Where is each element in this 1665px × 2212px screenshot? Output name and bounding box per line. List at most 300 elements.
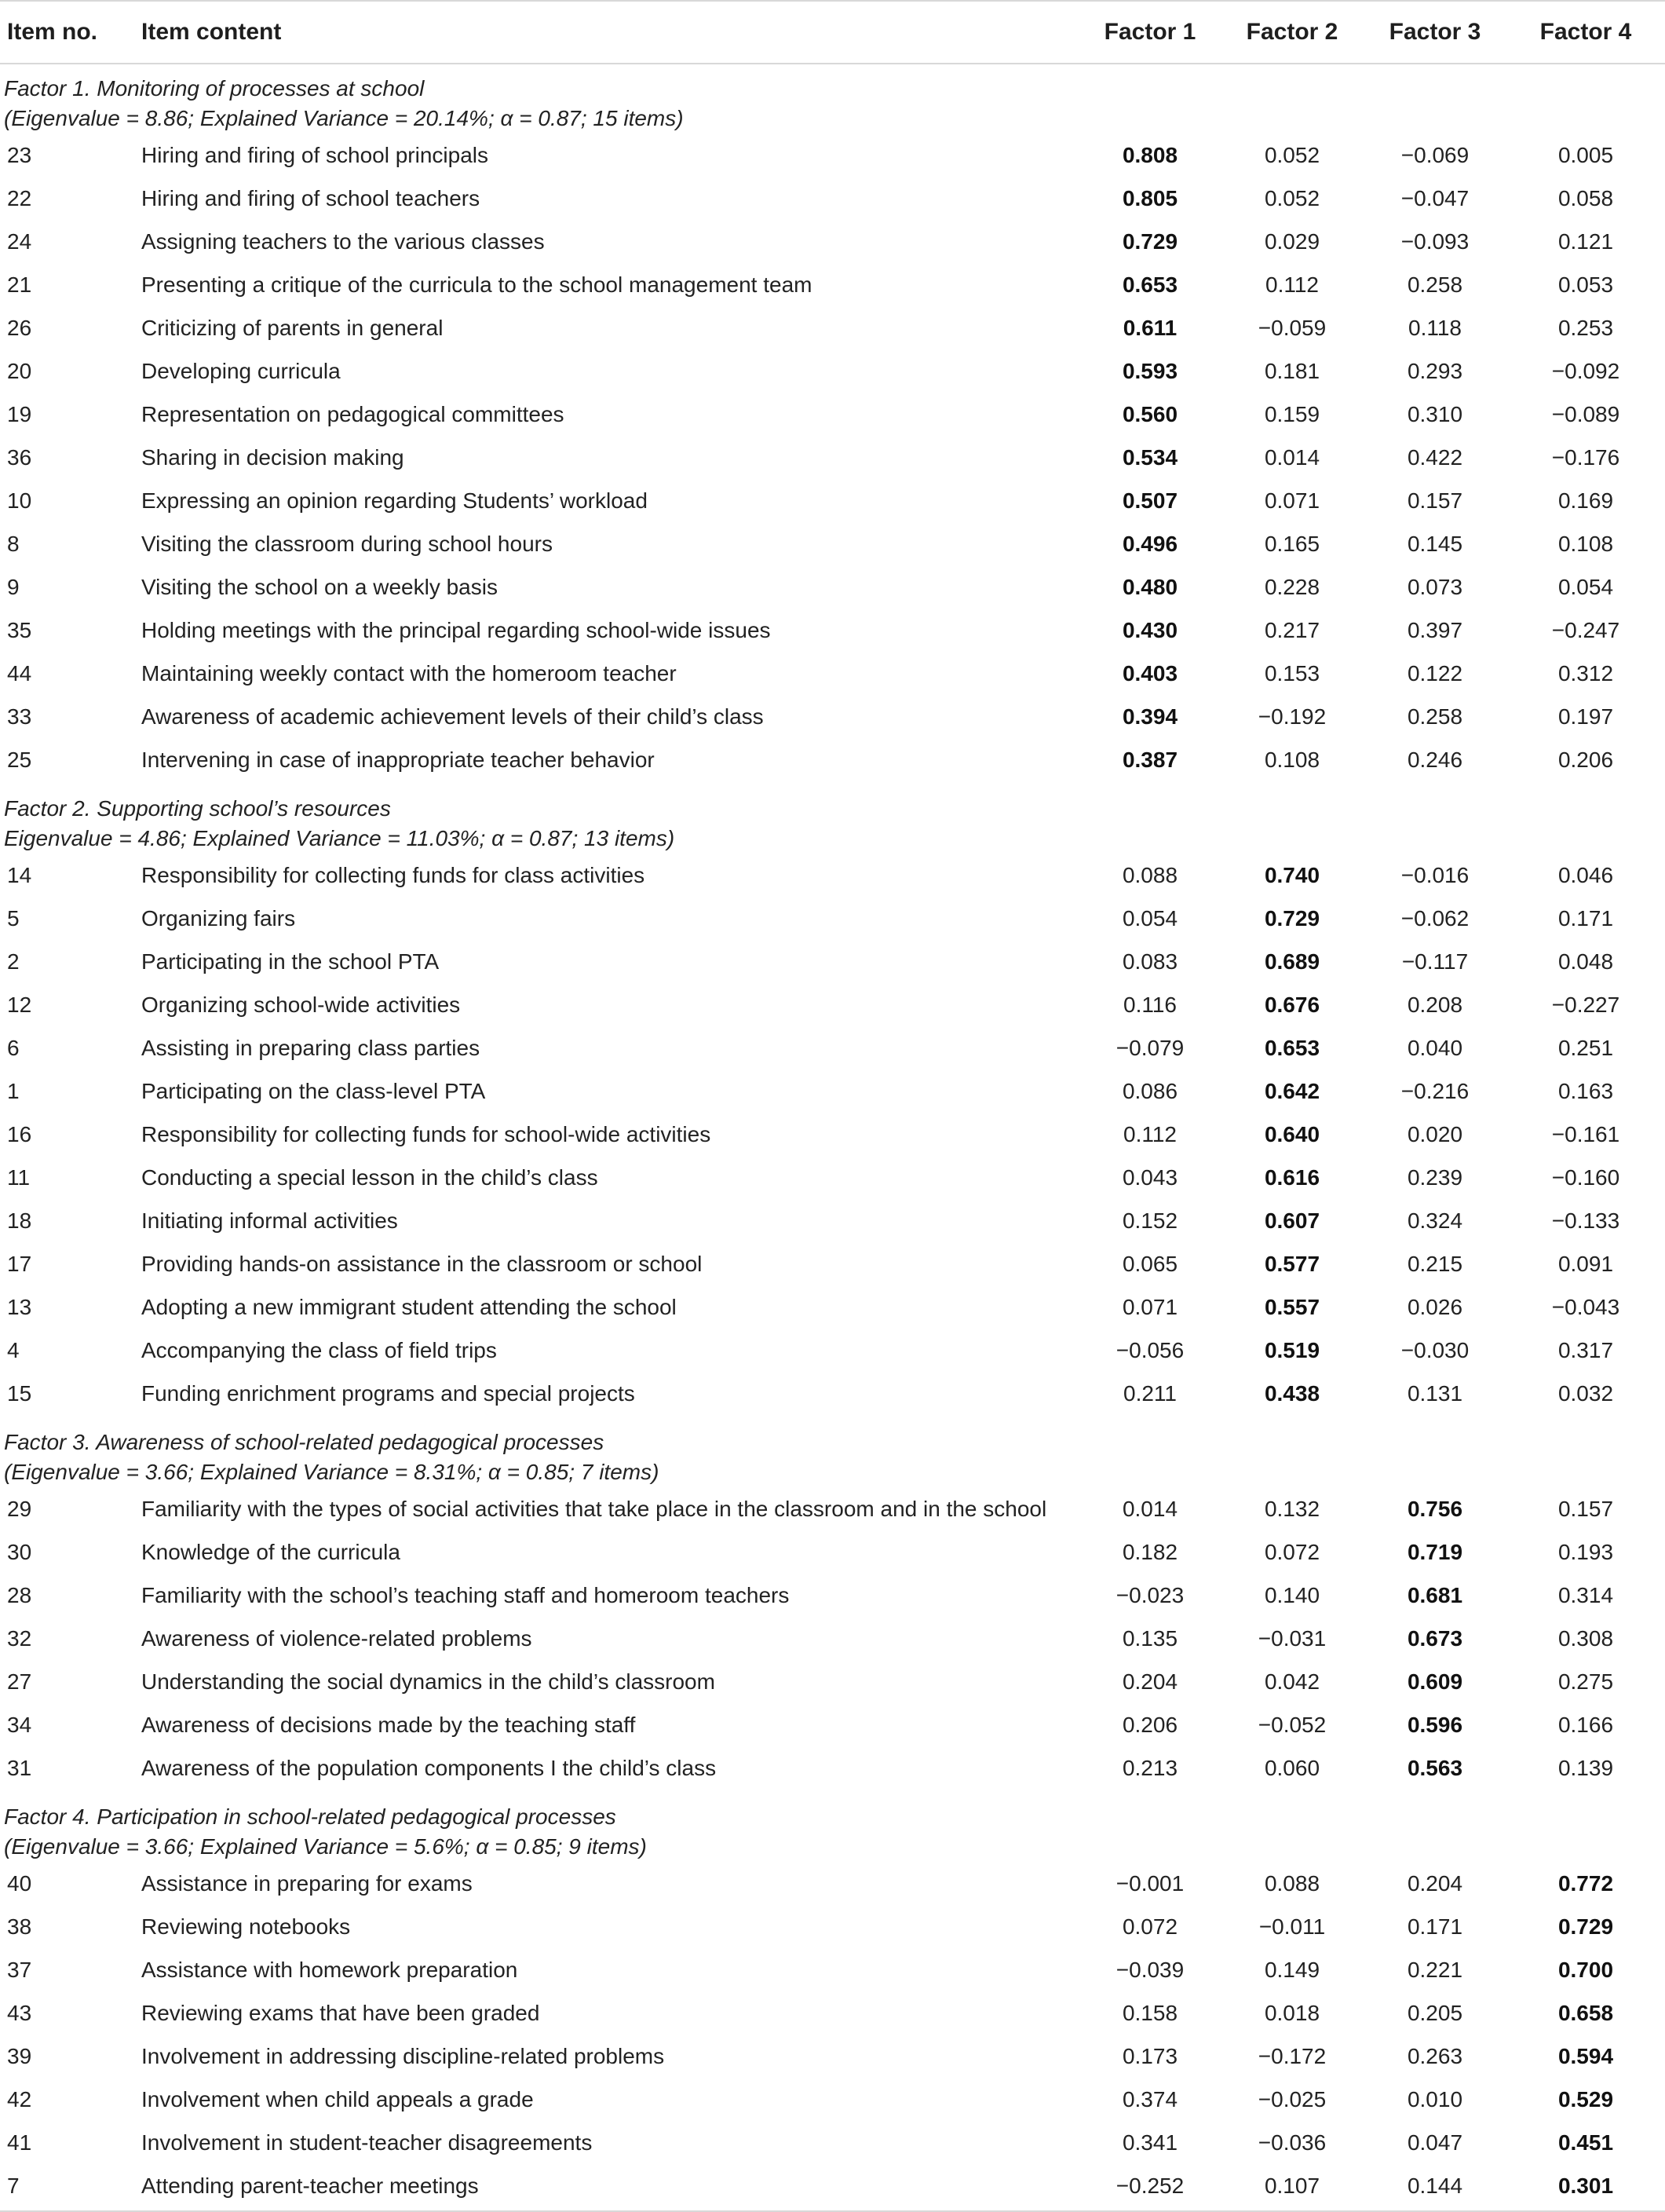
item-content-cell: Awareness of the population components I the child’s class: [141, 1756, 717, 1780]
factor-1-loading-cell: 0.083: [1122, 949, 1178, 974]
factor-2-loading-cell: 0.607: [1264, 1208, 1320, 1233]
factor-2-loading-cell: −0.052: [1258, 1713, 1327, 1737]
table-row: [0, 986, 1665, 1029]
item-content-cell: Awareness of violence-related problems: [141, 1626, 532, 1651]
item-number-cell: 35: [7, 618, 32, 642]
factor-1-loading-cell: 0.507: [1122, 488, 1178, 513]
factor-3-loading-cell: 0.131: [1407, 1381, 1463, 1406]
table-row: [0, 1073, 1665, 1116]
factor-2-loading-cell: 0.228: [1264, 575, 1320, 599]
factor-4-loading-cell: 0.251: [1557, 1036, 1614, 1060]
item-number-cell: 29: [7, 1497, 32, 1521]
item-content-cell: Familiarity with the school’s teaching staff and homeroom teachers: [141, 1583, 790, 1607]
table-row: [0, 180, 1665, 223]
factor-3-loading-cell: 0.719: [1407, 1540, 1463, 1564]
factor-1-loading-cell: 0.071: [1122, 1295, 1178, 1319]
factor-2-loading-cell: 0.740: [1264, 863, 1320, 887]
factor-4-loading-cell: 0.253: [1557, 316, 1614, 340]
item-content-cell: Developing curricula: [141, 359, 341, 383]
item-content-cell: Organizing fairs: [141, 906, 296, 931]
item-number-cell: 41: [7, 2130, 32, 2155]
item-content-cell: Involvement in addressing discipline-related problems: [141, 2044, 665, 2068]
factor-1-loading-cell: 0.341: [1122, 2130, 1178, 2155]
section-stats: (Eigenvalue = 3.66; Explained Variance = 5.6%; α = 0.85; 9 items): [4, 1834, 647, 1859]
factor-3-loading-cell: −0.047: [1400, 186, 1470, 210]
factor-3-loading-cell: 0.397: [1407, 618, 1463, 642]
factor-4-loading-cell: 0.197: [1557, 704, 1614, 729]
factor-2-loading-cell: 0.042: [1264, 1669, 1320, 1694]
item-content-cell: Conducting a special lesson in the child’s class: [141, 1165, 598, 1190]
item-number-cell: 36: [7, 445, 32, 470]
factor-3-loading-cell: 0.293: [1407, 359, 1463, 383]
item-number-cell: 12: [7, 993, 32, 1017]
table-row: [0, 2124, 1665, 2167]
item-content-cell: Knowledge of the curricula: [141, 1540, 400, 1564]
factor-1-loading-cell: 0.135: [1122, 1626, 1178, 1651]
factor-3-loading-cell: −0.062: [1400, 906, 1470, 931]
section-heading-cell: [0, 64, 1665, 137]
factor-3-loading-cell: 0.215: [1407, 1252, 1463, 1276]
factor-1-loading-cell: 0.112: [1123, 1122, 1177, 1146]
factor-4-loading-cell: 0.312: [1557, 661, 1614, 686]
factor-2-loading-cell: −0.192: [1258, 704, 1327, 729]
table-row: [0, 439, 1665, 482]
factor-4-loading-cell: 0.308: [1557, 1626, 1614, 1651]
table-row: [0, 396, 1665, 439]
factor-3-loading-cell: 0.026: [1407, 1295, 1463, 1319]
item-number-cell: 37: [7, 1958, 32, 1982]
factor-2-loading-cell: 0.616: [1264, 1165, 1320, 1190]
item-content-cell: Hiring and firing of school teachers: [141, 186, 480, 210]
item-number-cell: 39: [7, 2044, 32, 2068]
factor-2-loading-cell: 0.159: [1264, 402, 1320, 426]
item-content-cell: Responsibility for collecting funds for class activities: [141, 863, 645, 887]
factor-2-loading-cell: 0.088: [1264, 1871, 1320, 1896]
item-content-cell: Criticizing of parents in general: [141, 316, 444, 340]
factor-2-loading-cell: 0.729: [1264, 906, 1320, 931]
item-content-cell: Accompanying the class of field trips: [141, 1338, 497, 1362]
item-number-cell: 18: [7, 1208, 32, 1233]
table-row: [0, 1202, 1665, 1245]
item-number-cell: 9: [7, 575, 20, 599]
item-content-cell: Reviewing notebooks: [141, 1914, 351, 1939]
factor-1-loading-cell: 0.480: [1122, 575, 1178, 599]
item-content-cell: Initiating informal activities: [141, 1208, 398, 1233]
table-row: [0, 309, 1665, 353]
factor-1-loading-cell: 0.182: [1122, 1540, 1178, 1564]
factor-4-loading-cell: 0.658: [1557, 2001, 1614, 2025]
factor-2-loading-cell: 0.640: [1264, 1122, 1320, 1146]
table-row: [0, 1865, 1665, 1908]
item-content-cell: Understanding the social dynamics in the child’s classroom: [141, 1669, 715, 1694]
item-number-cell: 14: [7, 863, 32, 887]
factor-2-loading-cell: 0.519: [1264, 1338, 1320, 1362]
table-row: [0, 1577, 1665, 1620]
table-row: [0, 900, 1665, 943]
factor-4-loading-cell: −0.092: [1551, 359, 1620, 383]
table-row: [0, 482, 1665, 525]
item-number-cell: 28: [7, 1583, 32, 1607]
item-content-cell: Involvement in student-teacher disagreements: [141, 2130, 593, 2155]
table-row: [0, 2167, 1665, 2211]
factor-2-loading-cell: 0.149: [1264, 1958, 1320, 1982]
table-row: [0, 1159, 1665, 1202]
factor-3-loading-cell: −0.093: [1400, 229, 1470, 254]
section-stats: (Eigenvalue = 3.66; Explained Variance = 8.31%; α = 0.85; 7 items): [4, 1460, 659, 1484]
factor-4-loading-cell: 0.193: [1557, 1540, 1614, 1564]
table-row: [0, 1029, 1665, 1073]
factor-1-loading-cell: 0.211: [1123, 1381, 1177, 1406]
factor-4-loading-cell: 0.594: [1557, 2044, 1614, 2068]
factor-1-loading-cell: 0.043: [1122, 1165, 1178, 1190]
item-number-cell: 13: [7, 1295, 32, 1319]
factor-1-loading-cell: −0.079: [1115, 1036, 1185, 1060]
item-number-cell: 15: [7, 1381, 32, 1406]
table-row: [0, 1116, 1665, 1159]
factor-2-loading-cell: 0.653: [1264, 1036, 1320, 1060]
factor-3-loading-cell: 0.047: [1407, 2130, 1463, 2155]
factor-3-loading-cell: 0.310: [1407, 402, 1463, 426]
factor-3-loading-cell: 0.118: [1408, 316, 1462, 340]
section-title: Factor 3. Awareness of school-related pedagogical processes: [4, 1430, 604, 1454]
item-content-cell: Participating on the class-level PTA: [141, 1079, 486, 1103]
factor-4-loading-cell: 0.529: [1557, 2087, 1614, 2111]
factor-section-header: [0, 784, 1665, 857]
item-number-cell: 21: [7, 272, 32, 297]
factor-2-loading-cell: 0.052: [1264, 186, 1320, 210]
item-content-cell: Expressing an opinion regarding Students’ workload: [141, 488, 648, 513]
item-number-cell: 31: [7, 1756, 32, 1780]
item-number-cell: 19: [7, 402, 32, 426]
table-row: [0, 1994, 1665, 2038]
item-number-cell: 8: [7, 532, 20, 556]
table-row: [0, 137, 1665, 180]
table-row: [0, 741, 1665, 784]
table-row: [0, 2038, 1665, 2081]
item-content-cell: Hiring and firing of school principals: [141, 143, 488, 167]
item-number-cell: 32: [7, 1626, 32, 1651]
factor-3-loading-cell: 0.040: [1407, 1036, 1463, 1060]
factor-3-loading-cell: 0.020: [1407, 1122, 1463, 1146]
factor-4-loading-cell: 0.275: [1557, 1669, 1614, 1694]
item-number-cell: 6: [7, 1036, 20, 1060]
table-row: [0, 1490, 1665, 1534]
factor-1-loading-cell: 0.152: [1122, 1208, 1178, 1233]
factor-1-loading-cell: 0.054: [1122, 906, 1178, 931]
factor-2-loading-cell: 0.071: [1264, 488, 1320, 513]
header-item-no: Item no.: [7, 19, 98, 45]
factor-1-loading-cell: −0.023: [1115, 1583, 1185, 1607]
header-factor-3: Factor 3: [1389, 19, 1481, 45]
factor-3-loading-cell: 0.171: [1407, 1914, 1463, 1939]
table-row: [0, 1908, 1665, 1951]
factor-2-loading-cell: 0.108: [1264, 748, 1320, 772]
table-row: [0, 1245, 1665, 1289]
table-row: [0, 1620, 1665, 1663]
item-number-cell: 27: [7, 1669, 32, 1694]
table-row: [0, 1663, 1665, 1706]
factor-3-loading-cell: −0.117: [1401, 949, 1469, 974]
table-body: [0, 64, 1665, 2211]
table-row: [0, 1332, 1665, 1375]
header-factor-4: Factor 4: [1539, 19, 1632, 45]
item-content-cell: Visiting the classroom during school hours: [141, 532, 553, 556]
factor-2-loading-cell: −0.031: [1258, 1626, 1327, 1651]
factor-4-loading-cell: 0.108: [1557, 532, 1614, 556]
item-number-cell: 4: [7, 1338, 20, 1362]
factor-4-loading-cell: −0.176: [1551, 445, 1620, 470]
item-content-cell: Visiting the school on a weekly basis: [141, 575, 498, 599]
factor-3-loading-cell: 0.122: [1407, 661, 1463, 686]
factor-3-loading-cell: 0.422: [1407, 445, 1463, 470]
factor-2-loading-cell: 0.018: [1264, 2001, 1320, 2025]
item-content-cell: Attending parent-teacher meetings: [141, 2167, 1079, 2211]
factor-3-loading-cell: 0.239: [1407, 1165, 1463, 1190]
factor-2-loading-cell: 0.132: [1264, 1497, 1320, 1521]
factor-1-loading-cell: −0.252: [1079, 2167, 1221, 2211]
item-number-cell: 5: [7, 906, 20, 931]
header-factor-1: Factor 1: [1104, 19, 1196, 45]
factor-1-loading-cell: 0.204: [1122, 1669, 1178, 1694]
factor-4-loading-cell: 0.772: [1557, 1871, 1614, 1896]
item-number-cell: 11: [7, 1165, 31, 1190]
factor-4-loading-cell: 0.314: [1557, 1583, 1614, 1607]
factor-3-loading-cell: 0.010: [1407, 2087, 1463, 2111]
factor-4-loading-cell: 0.169: [1557, 488, 1614, 513]
table-row: [0, 1375, 1665, 1418]
item-number-cell: 44: [7, 661, 32, 686]
table-row: [0, 353, 1665, 396]
factor-1-loading-cell: 0.808: [1122, 143, 1178, 167]
factor-3-loading-cell: 0.609: [1407, 1669, 1463, 1694]
item-number-cell: 43: [7, 2001, 32, 2025]
factor-3-loading-cell: 0.144: [1364, 2167, 1506, 2211]
item-content-cell: Providing hands-on assistance in the classroom or school: [141, 1252, 703, 1276]
item-content-cell: Sharing in decision making: [141, 445, 404, 470]
factor-3-loading-cell: 0.681: [1407, 1583, 1463, 1607]
section-title: Factor 1. Monitoring of processes at school: [4, 76, 425, 101]
item-content-cell: Maintaining weekly contact with the homeroom teacher: [141, 661, 677, 686]
item-number-cell: 26: [7, 316, 32, 340]
factor-4-loading-cell: −0.133: [1551, 1208, 1620, 1233]
factor-2-loading-cell: 0.052: [1264, 143, 1320, 167]
factor-4-loading-cell: 0.053: [1557, 272, 1614, 297]
item-content-cell: Reviewing exams that have been graded: [141, 2001, 540, 2025]
table-row: [0, 1289, 1665, 1332]
factor-4-loading-cell: 0.139: [1557, 1756, 1614, 1780]
factor-2-loading-cell: 0.165: [1264, 532, 1320, 556]
factor-4-loading-cell: 0.163: [1557, 1079, 1614, 1103]
item-content-cell: Awareness of decisions made by the teaching staff: [141, 1713, 636, 1737]
factor-1-loading-cell: 0.560: [1122, 402, 1178, 426]
factor-4-loading-cell: 0.700: [1557, 1958, 1614, 1982]
factor-4-loading-cell: 0.171: [1557, 906, 1614, 931]
table-row: [0, 2081, 1665, 2124]
factor-4-loading-cell: 0.054: [1557, 575, 1614, 599]
factor-3-loading-cell: 0.204: [1407, 1871, 1463, 1896]
factor-1-loading-cell: −0.001: [1115, 1871, 1185, 1896]
item-number-cell: 42: [7, 2087, 32, 2111]
table-row: [0, 569, 1665, 612]
factor-2-loading-cell: −0.172: [1258, 2044, 1327, 2068]
factor-1-loading-cell: 0.805: [1122, 186, 1178, 210]
factor-4-loading-cell: −0.043: [1551, 1295, 1620, 1319]
factor-4-loading-cell: 0.005: [1557, 143, 1614, 167]
factor-2-loading-cell: 0.014: [1264, 445, 1320, 470]
factor-4-loading-cell: 0.048: [1557, 949, 1614, 974]
header-item-content: Item content: [141, 19, 282, 45]
table-row: [0, 1706, 1665, 1749]
factor-4-loading-cell: −0.227: [1551, 993, 1620, 1017]
section-title: Factor 2. Supporting school’s resources: [4, 796, 391, 821]
factor-4-loading-cell: −0.089: [1551, 402, 1620, 426]
table-row: [0, 1951, 1665, 1994]
factor-3-loading-cell: 0.563: [1407, 1756, 1463, 1780]
factor-3-loading-cell: −0.216: [1400, 1079, 1470, 1103]
item-number-cell: 33: [7, 704, 32, 729]
factor-1-loading-cell: 0.729: [1122, 229, 1178, 254]
item-content-cell: Adopting a new immigrant student attending the school: [141, 1295, 677, 1319]
factor-1-loading-cell: 0.158: [1122, 2001, 1178, 2025]
item-number-cell: 17: [7, 1252, 32, 1276]
factor-4-loading-cell: 0.091: [1557, 1252, 1614, 1276]
factor-1-loading-cell: 0.374: [1122, 2087, 1178, 2111]
item-content-cell: Familiarity with the types of social activities that take place in the classroom and in the school: [141, 1497, 1047, 1521]
item-content-cell: Assistance in preparing for exams: [141, 1871, 473, 1896]
factor-3-loading-cell: 0.263: [1407, 2044, 1463, 2068]
factor-3-loading-cell: 0.073: [1407, 575, 1463, 599]
factor-2-loading-cell: 0.140: [1264, 1583, 1320, 1607]
factor-1-loading-cell: 0.173: [1122, 2044, 1178, 2068]
factor-1-loading-cell: 0.213: [1122, 1756, 1178, 1780]
factor-2-loading-cell: −0.025: [1258, 2087, 1327, 2111]
section-heading-cell: [0, 784, 1665, 857]
factor-2-loading-cell: 0.107: [1221, 2167, 1364, 2211]
factor-2-loading-cell: 0.676: [1264, 993, 1320, 1017]
factor-1-loading-cell: 0.534: [1122, 445, 1178, 470]
table-header: [0, 1, 1665, 64]
factor-1-loading-cell: 0.014: [1122, 1497, 1178, 1521]
item-content-cell: Awareness of academic achievement levels of their child’s class: [141, 704, 764, 729]
table-row: [0, 612, 1665, 655]
item-number-cell: 25: [7, 748, 32, 772]
factor-1-loading-cell: 0.394: [1122, 704, 1178, 729]
factor-1-loading-cell: 0.611: [1123, 316, 1178, 340]
item-content-cell: Representation on pedagogical committees: [141, 402, 564, 426]
factor-3-loading-cell: 0.221: [1407, 1958, 1463, 1982]
factor-1-loading-cell: 0.086: [1122, 1079, 1178, 1103]
table-row: [0, 525, 1665, 569]
factor-2-loading-cell: 0.689: [1264, 949, 1320, 974]
factor-1-loading-cell: −0.039: [1115, 1958, 1185, 1982]
item-content-cell: Assigning teachers to the various classes: [141, 229, 545, 254]
factor-3-loading-cell: 0.673: [1407, 1626, 1463, 1651]
item-number-cell: 22: [7, 186, 32, 210]
section-heading-cell: [0, 1793, 1665, 1865]
factor-4-loading-cell: 0.301: [1506, 2167, 1665, 2211]
factor-1-loading-cell: 0.116: [1123, 993, 1177, 1017]
table-row: [0, 857, 1665, 900]
factor-2-loading-cell: −0.011: [1258, 1914, 1326, 1939]
item-number-cell: 24: [7, 229, 32, 254]
item-number-cell: 20: [7, 359, 32, 383]
factor-1-loading-cell: −0.056: [1115, 1338, 1185, 1362]
table-row: [0, 1749, 1665, 1793]
item-content-cell: Assistance with homework preparation: [141, 1958, 518, 1982]
factor-2-loading-cell: 0.181: [1264, 359, 1320, 383]
table-row: [0, 655, 1665, 698]
factor-1-loading-cell: 0.088: [1122, 863, 1178, 887]
item-number-cell: 34: [7, 1713, 32, 1737]
factor-2-loading-cell: 0.557: [1264, 1295, 1320, 1319]
section-title: Factor 4. Participation in school-related pedagogical processes: [4, 1804, 616, 1829]
factor-4-loading-cell: 0.166: [1557, 1713, 1614, 1737]
factor-2-loading-cell: 0.072: [1264, 1540, 1320, 1564]
factor-2-loading-cell: 0.217: [1264, 618, 1320, 642]
item-content-cell: Holding meetings with the principal regarding school-wide issues: [141, 618, 771, 642]
factor-3-loading-cell: 0.208: [1407, 993, 1463, 1017]
factor-4-loading-cell: 0.157: [1557, 1497, 1614, 1521]
factor-1-loading-cell: 0.403: [1122, 661, 1178, 686]
factor-4-loading-cell: 0.206: [1557, 748, 1614, 772]
item-content-cell: Involvement when child appeals a grade: [141, 2087, 534, 2111]
factor-1-loading-cell: 0.430: [1122, 618, 1178, 642]
factor-2-loading-cell: 0.642: [1264, 1079, 1320, 1103]
header-row: [0, 1, 1665, 64]
item-number-cell: 10: [7, 488, 32, 513]
item-content-cell: Intervening in case of inappropriate teacher behavior: [141, 748, 655, 772]
factor-2-loading-cell: 0.577: [1264, 1252, 1320, 1276]
factor-3-loading-cell: 0.258: [1407, 272, 1463, 297]
factor-1-loading-cell: 0.653: [1122, 272, 1178, 297]
factor-1-loading-cell: 0.387: [1122, 748, 1178, 772]
item-content-cell: Assisting in preparing class parties: [141, 1036, 480, 1060]
section-stats: Eigenvalue = 4.86; Explained Variance = 11.03%; α = 0.87; 13 items): [4, 826, 675, 850]
factor-1-loading-cell: 0.065: [1122, 1252, 1178, 1276]
factor-2-loading-cell: −0.059: [1258, 316, 1327, 340]
factor-3-loading-cell: −0.030: [1400, 1338, 1470, 1362]
factor-1-loading-cell: 0.496: [1122, 532, 1178, 556]
item-number-cell: 2: [7, 949, 20, 974]
factor-4-loading-cell: 0.058: [1557, 186, 1614, 210]
factor-4-loading-cell: 0.046: [1557, 863, 1614, 887]
factor-1-loading-cell: 0.072: [1122, 1914, 1178, 1939]
factor-3-loading-cell: 0.145: [1407, 532, 1463, 556]
factor-4-loading-cell: 0.317: [1557, 1338, 1614, 1362]
factor-2-loading-cell: 0.029: [1264, 229, 1320, 254]
table-row: [0, 1534, 1665, 1577]
item-number-cell: 38: [7, 1914, 32, 1939]
table-row: [0, 223, 1665, 266]
factor-section-header: [0, 1793, 1665, 1865]
factor-3-loading-cell: 0.596: [1407, 1713, 1463, 1737]
factor-3-loading-cell: −0.069: [1400, 143, 1470, 167]
factor-2-loading-cell: 0.060: [1264, 1756, 1320, 1780]
factor-3-loading-cell: 0.324: [1407, 1208, 1463, 1233]
factor-1-loading-cell: 0.593: [1122, 359, 1178, 383]
section-stats: (Eigenvalue = 8.86; Explained Variance = 20.14%; α = 0.87; 15 items): [4, 106, 684, 130]
factor-3-loading-cell: −0.016: [1400, 863, 1470, 887]
factor-4-loading-cell: −0.247: [1551, 618, 1620, 642]
factor-section-header: [0, 1418, 1665, 1490]
factor-3-loading-cell: 0.258: [1407, 704, 1463, 729]
table-row: [0, 943, 1665, 986]
factor-4-loading-cell: 0.729: [1557, 1914, 1614, 1939]
factor-4-loading-cell: 0.032: [1557, 1381, 1614, 1406]
factor-4-loading-cell: −0.160: [1551, 1165, 1620, 1190]
factor-4-loading-cell: 0.451: [1557, 2130, 1614, 2155]
item-number-cell: 40: [7, 1871, 32, 1896]
